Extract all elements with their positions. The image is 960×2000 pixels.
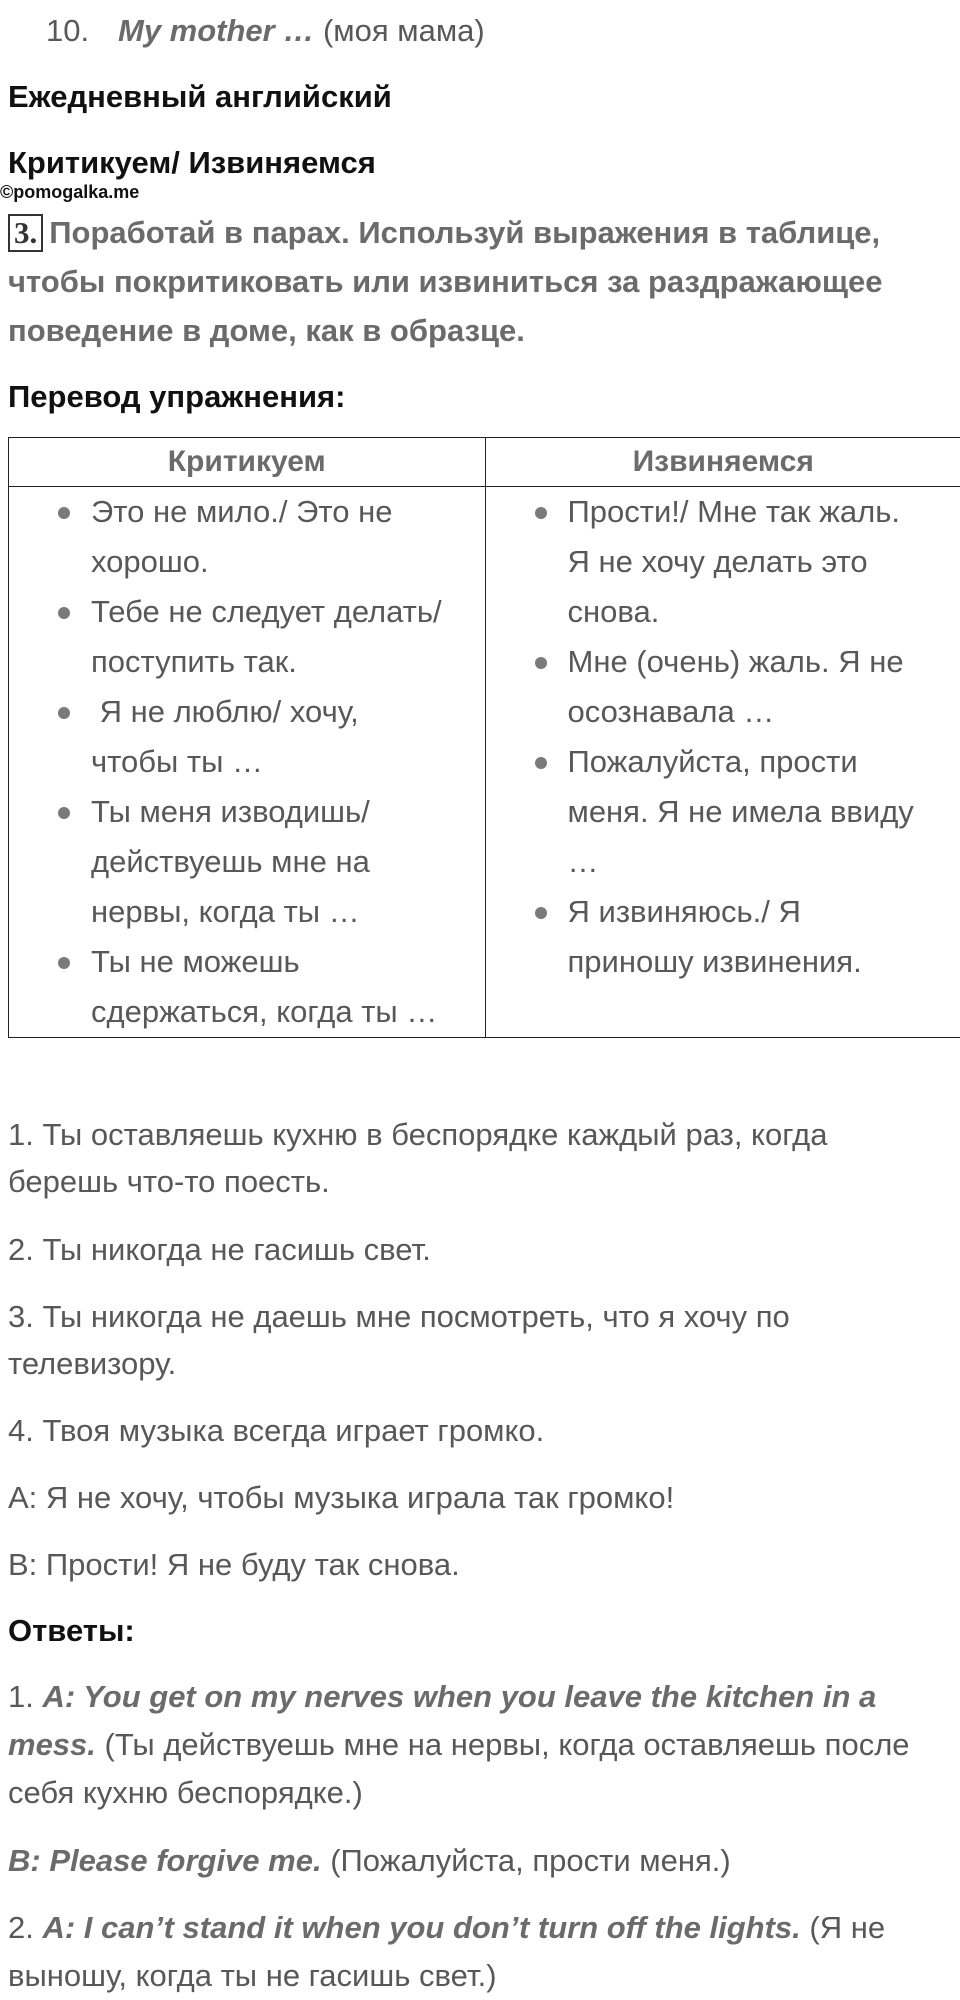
exercise-line-3: поведение в доме, как в образце. — [8, 313, 525, 348]
answers-heading: Ответы: — [8, 1613, 135, 1648]
answer-1-line-3: себя кухню беспорядке.) — [8, 1775, 363, 1810]
exercise-text: Поработай в парах. Используй выражения в таблице, — [49, 215, 881, 250]
table-body-row — [9, 487, 960, 1038]
apologize-cell — [485, 487, 960, 1038]
top-item-line — [8, 6, 485, 55]
apologize-item: Пожалуйста, прости меня. Я не имела ввиду … — [486, 737, 954, 887]
top-item-translation: (моя мама) — [322, 13, 485, 48]
exercise-number-box: 3. — [8, 214, 43, 252]
critic-item: Ты меня изводишь/ действуешь мне на нервы, когда ты … — [9, 787, 477, 937]
apologize-item: Я извиняюсь./ Я приношу извинения. — [486, 887, 954, 987]
critic-item: Ты не можешь сдержаться, когда ты … — [9, 937, 477, 1037]
header-apologize: Извиняемся — [485, 438, 960, 487]
critic-item: Тебе не следует делать/ поступить так. — [9, 587, 477, 687]
subtitle: Критикуем/ Извиняемся — [8, 145, 376, 180]
item-4: 4. Твоя музыка всегда играет громко. — [8, 1413, 545, 1448]
critic-item: Я не люблю/ хочу, чтобы ты … — [9, 687, 477, 787]
answer-1-line-2: mess. (Ты действуешь мне на нервы, когда оставляешь после — [8, 1727, 910, 1762]
exercise-line-1 — [8, 208, 880, 257]
apologize-item: Прости!/ Мне так жаль. Я не хочу делать это снова. — [486, 487, 954, 637]
critic-cell — [9, 487, 486, 1038]
item-3-line-2: телевизору. — [8, 1346, 177, 1381]
answer-2-line-2: выношу, когда ты не гасишь свет.) — [8, 1958, 497, 1993]
phrases-table — [8, 437, 960, 1038]
dialog-a: А: Я не хочу, чтобы музыка играла так громко! — [8, 1480, 675, 1515]
table-header-row — [9, 438, 960, 487]
critic-list — [9, 487, 477, 1037]
top-item-phrase: My mother … — [118, 13, 315, 48]
exercise-line-2: чтобы покритиковать или извиниться за раздражающее — [8, 264, 883, 299]
answer-2-line-1: 2. A: I can’t stand it when you don’t turn off the lights. (Я не — [8, 1910, 886, 1945]
answer-1-line-1: 1. A: You get on my nerves when you leave the kitchen in a — [8, 1679, 877, 1714]
item-1-line-2: берешь что-то поесть. — [8, 1164, 330, 1199]
item-1-line-1: 1. Ты оставляешь кухню в беспорядке каждый раз, когда — [8, 1117, 828, 1152]
translation-heading: Перевод упражнения: — [8, 379, 346, 414]
section-title: Ежедневный английский — [8, 79, 392, 114]
apologize-item: Мне (очень) жаль. Я не осознавала … — [486, 637, 954, 737]
dialog-b: В: Прости! Я не буду так снова. — [8, 1547, 460, 1582]
item-2: 2. Ты никогда не гасишь свет. — [8, 1232, 431, 1267]
item-3-line-1: 3. Ты никогда не даешь мне посмотреть, что я хочу по — [8, 1299, 790, 1334]
top-item-number: 10. — [46, 13, 90, 48]
header-critic: Критикуем — [9, 438, 486, 487]
watermark: ©pomogalka.me — [0, 182, 140, 202]
apologize-list — [486, 487, 954, 987]
answer-1-b: B: Please forgive me. (Пожалуйста, прости меня.) — [8, 1843, 731, 1878]
critic-item: Это не мило./ Это не хорошо. — [9, 487, 477, 587]
